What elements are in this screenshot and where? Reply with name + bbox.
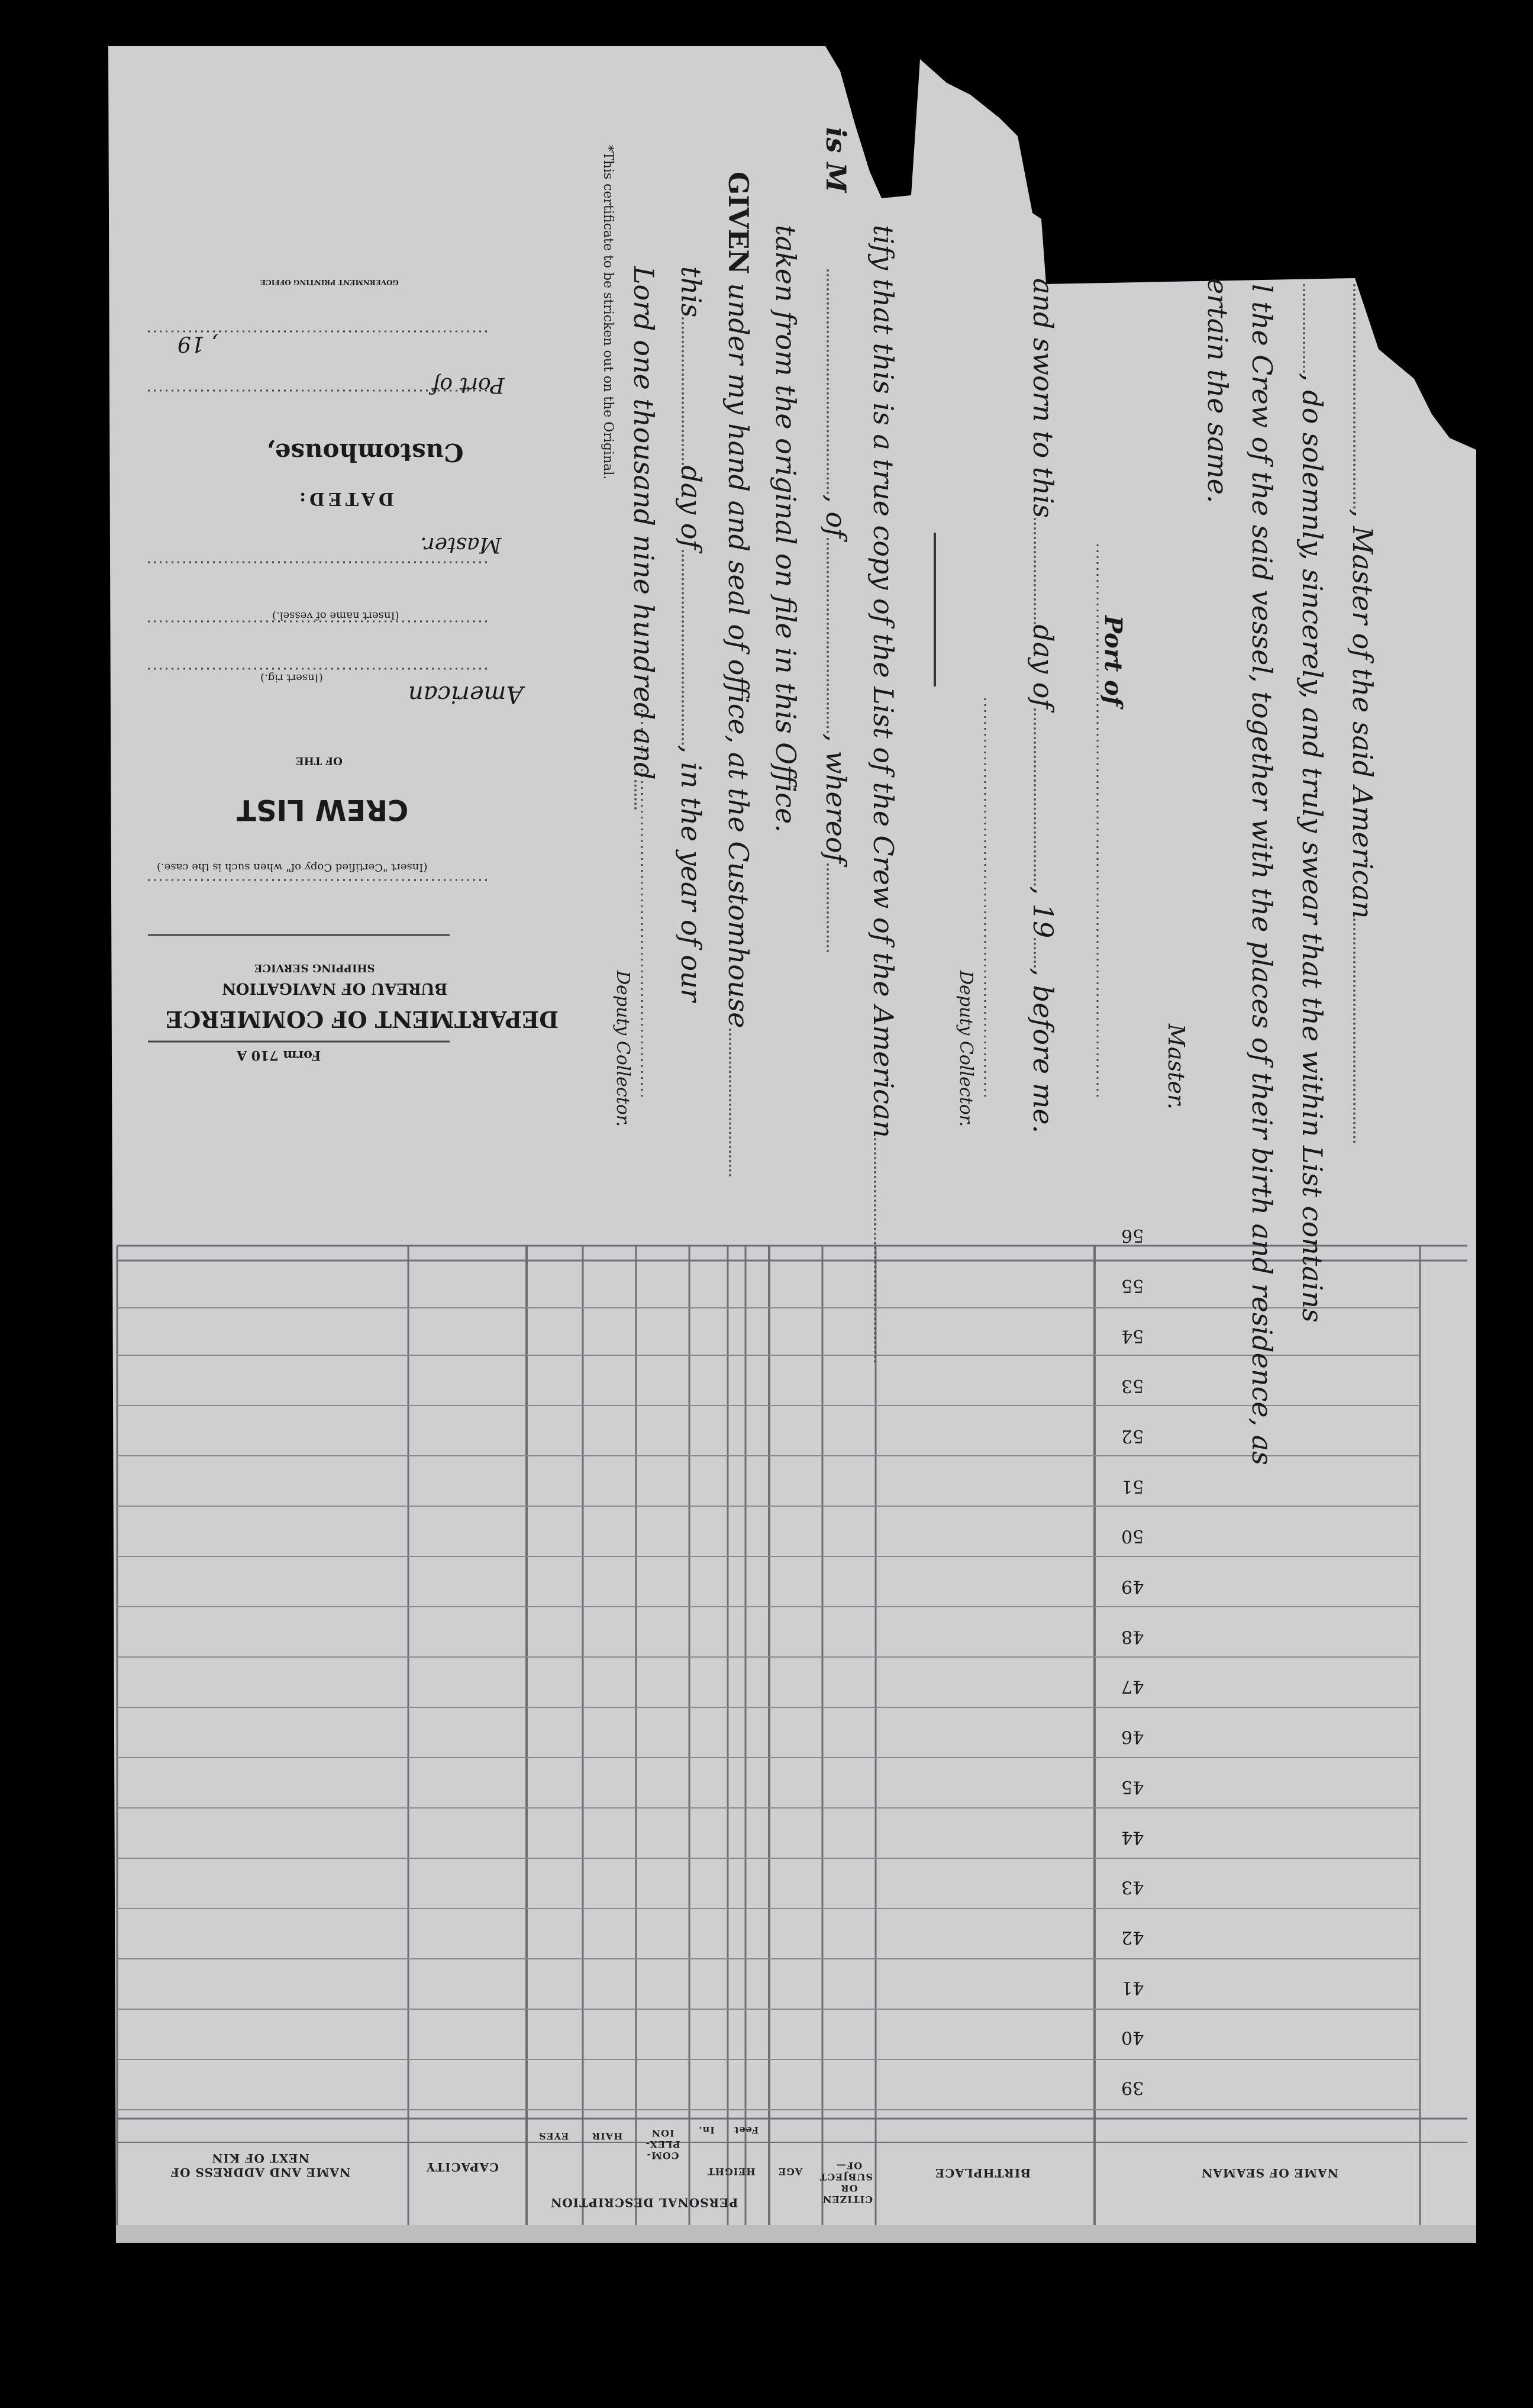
row-number: 39: [1121, 2077, 1144, 2098]
cert-line-5: thisday of, in the year of our: [675, 266, 707, 1002]
insert-rig: (Insert rig.): [260, 672, 323, 684]
header-feet: Feet: [734, 2125, 759, 2136]
cert-line-6: Lord one thousand nine hundred and: [628, 266, 660, 810]
cert-line-2: is M, of, whereof: [820, 127, 852, 952]
oath-master-label: Master.: [1163, 1024, 1189, 1110]
header-inches: In.: [698, 2125, 715, 2136]
row-number: 49: [1121, 1576, 1144, 1597]
row-number: 42: [1121, 1927, 1144, 1948]
deputy-collector-2: Deputy Collector.: [612, 971, 633, 1127]
row-number: 43: [1121, 1877, 1144, 1897]
row-number: 50: [1121, 1526, 1144, 1546]
cert-line-4: GIVEN under my hand and seal of office, at the Customhouse: [722, 172, 754, 1176]
row-number: 45: [1121, 1777, 1144, 1797]
header-hair: HAIR: [592, 2130, 623, 2142]
header-personal-description: PERSONAL DESCRIPTION: [550, 2196, 738, 2210]
oath-line-2: , do solemnly, sincerely, and truly swear that the within List contains: [1296, 284, 1328, 1323]
customhouse-label: Customhouse,: [266, 438, 464, 467]
row-number: 47: [1121, 1676, 1144, 1697]
cover-master: Master.: [420, 533, 502, 557]
header-height: HEIGHT: [707, 2166, 756, 2177]
dated-label: DATED:: [296, 488, 394, 509]
oath-line-3: l the Crew of the said vessel, together with the places of their birth and residence, as: [1246, 284, 1278, 1465]
oath-sworn-line: and sworn to thisday of, 19, before me.: [1027, 278, 1059, 1134]
row-number: 44: [1121, 1827, 1144, 1848]
insert-note: (Insert "Certified Copy of" when such is the case.): [157, 861, 428, 873]
row-number: 51: [1121, 1476, 1144, 1497]
oath-line-4: ertain the same.: [1202, 278, 1234, 504]
cover-year: , 19: [177, 331, 218, 356]
cert-line-3: taken from the original on file in this Office.: [770, 225, 802, 833]
header-eyes: EYES: [538, 2130, 569, 2142]
row-number: 53: [1121, 1375, 1144, 1396]
department-title: DEPARTMENT OF COMMERCE: [166, 1006, 559, 1033]
row-number: 54: [1121, 1326, 1144, 1346]
of-the: OF THE: [296, 755, 343, 767]
insert-vessel: (Insert name of vessel.): [272, 610, 399, 622]
form-number: Form 710 A: [237, 1047, 321, 1063]
printing-office: GOVERNMENT PRINTING OFFICE: [260, 278, 399, 286]
row-number: 46: [1121, 1726, 1144, 1747]
row-number: 52: [1121, 1426, 1144, 1446]
row-number: 55: [1121, 1275, 1144, 1296]
row-number: 56: [1121, 1225, 1144, 1246]
bureau-title: BUREAU OF NAVIGATION: [222, 979, 448, 997]
header-age: AGE: [778, 2166, 803, 2177]
header-capacity: CAPACITY: [426, 2160, 499, 2174]
row-number: 48: [1121, 1626, 1144, 1647]
header-birthplace: BIRTHPLACE: [935, 2166, 1031, 2180]
header-citizen: CITIZEN OR SUBJECT OF—: [819, 2160, 873, 2205]
cover-port-of: Port of: [432, 373, 505, 397]
row-number: 41: [1121, 1977, 1144, 1998]
certificate-footnote: *This certificate to be stricken out on the Original.: [601, 145, 615, 480]
american-label: American: [408, 681, 524, 708]
row-number: 40: [1121, 2027, 1144, 2048]
service-title: SHIPPING SERVICE: [254, 962, 375, 974]
header-next-of-kin: NAME AND ADDRESS OF NEXT OF KIN: [170, 2151, 351, 2180]
header-complexion: COM-PLEX-ION: [645, 2127, 680, 2161]
crew-list-title: CREW LIST: [237, 793, 409, 826]
oath-line-1: , Master of the said American: [1347, 284, 1379, 1143]
header-name-of-seaman: NAME OF SEAMAN: [1201, 2166, 1338, 2180]
cert-line-1: tify that this is a true copy of the List of the Crew of the American: [867, 225, 899, 1363]
deputy-collector-1: Deputy Collector.: [956, 971, 976, 1127]
oath-port-label: Port of: [1099, 615, 1127, 707]
